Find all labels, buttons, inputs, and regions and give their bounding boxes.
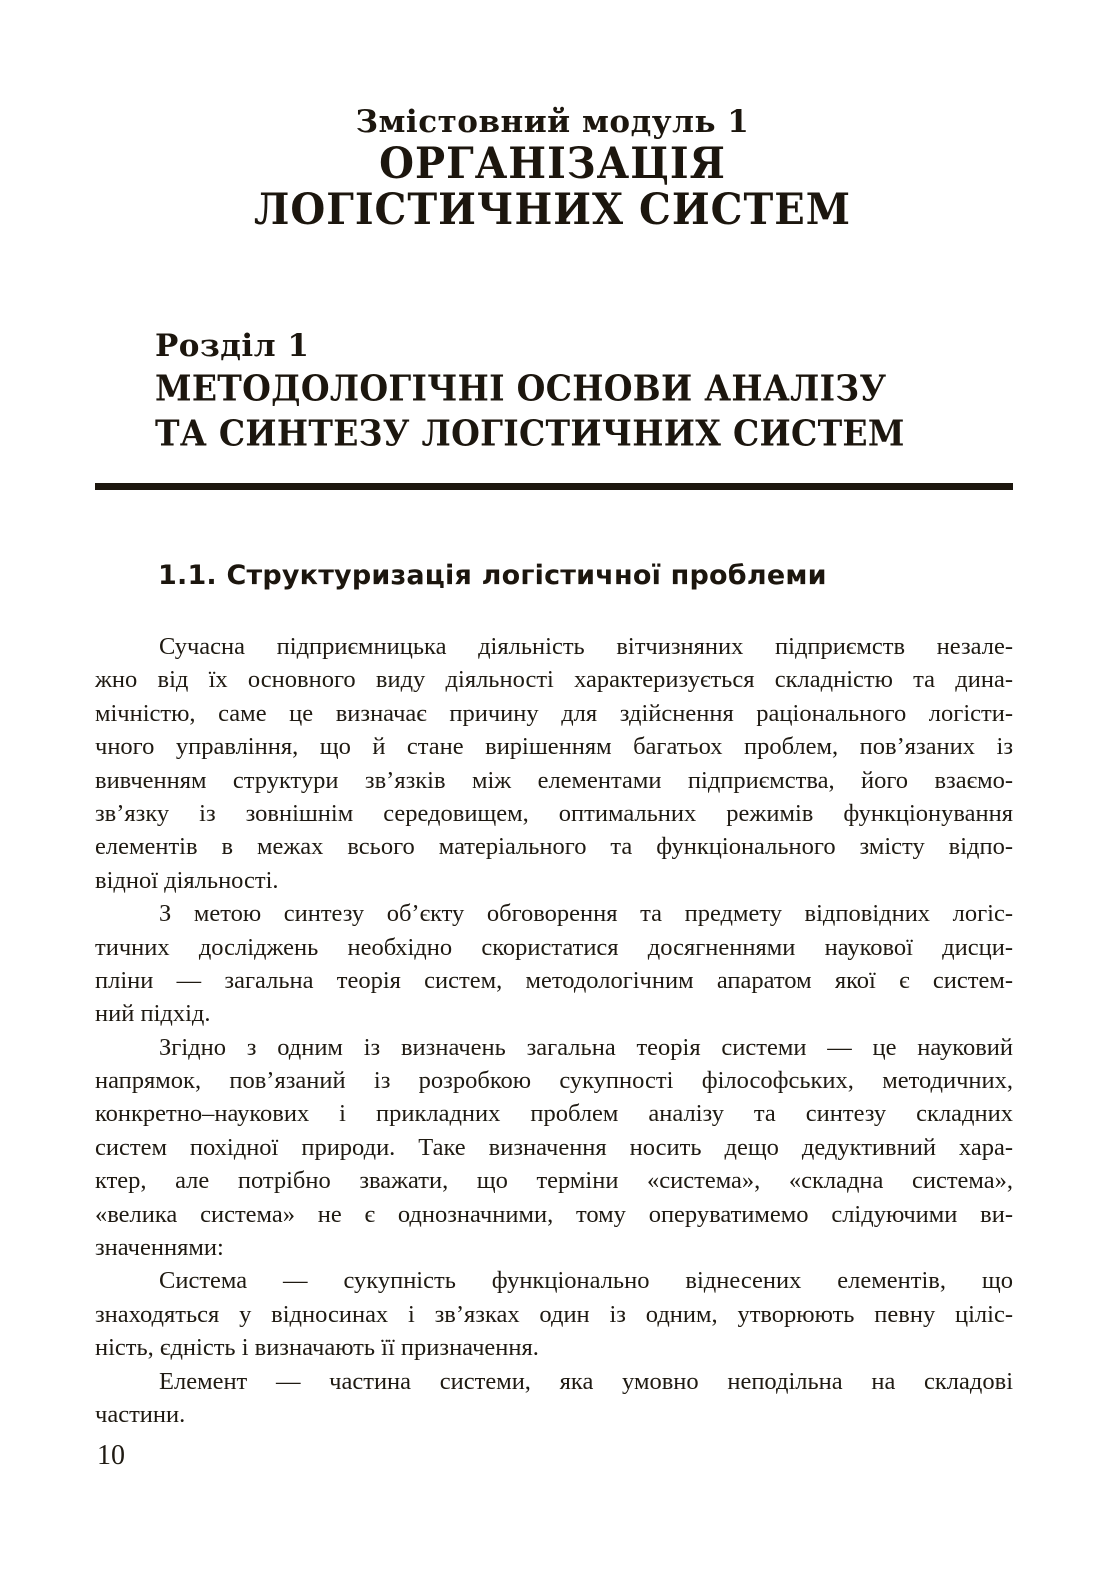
section-label: Розділ 1	[155, 328, 310, 364]
page-number: 10	[97, 1440, 125, 1471]
paragraph	[95, 1031, 1013, 1265]
body-text	[95, 630, 1013, 1431]
text-line: вивченням структури зв’язків між елементами підприємства, його взаємо-	[95, 766, 1013, 794]
module-title-line-1: ОРГАНІЗАЦІЯ	[379, 138, 726, 189]
text-line: Сучасна підприємницька діяльність вітчизняних підприємств незале-	[159, 633, 1013, 660]
section-title-line-1: МЕТОДОЛОГІЧНІ ОСНОВИ АНАЛІЗУ	[155, 367, 887, 410]
text-line: зв’язку із зовнішнім середовищем, оптимальних режимів функціонування	[95, 799, 1013, 827]
text-line: частини.	[95, 1400, 186, 1428]
text-line: напрямок, пов’язаний із розробкою сукупності філософських, методичних,	[95, 1067, 1013, 1095]
paragraph	[95, 630, 1013, 897]
subsection-heading: 1.1. Структуризація логістичної проблеми	[158, 560, 827, 591]
text-line: ність, єдність і визначають її призначення.	[95, 1334, 539, 1362]
section-title-line-2: ТА СИНТЕЗУ ЛОГІСТИЧНИХ СИСТЕМ	[155, 412, 905, 455]
text-line: Елемент — частина системи, яка умовно неподільна на складові	[159, 1367, 1013, 1395]
text-line: жно від їх основного виду діяльності характеризується складністю та дина-	[95, 666, 1013, 694]
text-line: «велика система» не є однозначними, тому оперуватимемо слідуючими ви-	[95, 1200, 1013, 1228]
text-line: елементів в межах всього матеріального та функціонального змісту відпо-	[95, 833, 1013, 861]
module-label: Змістовний модуль 1	[355, 104, 750, 140]
section-divider	[95, 483, 1013, 490]
text-line: значеннями:	[95, 1234, 224, 1262]
text-line: Система — сукупність функціонально віднесених елементів, що	[159, 1267, 1013, 1295]
text-line: тичних досліджень необхідно скористатися досягненнями наукової дисци-	[95, 933, 1013, 961]
text-line: знаходяться у відносинах і зв’язках один із одним, утворюють певну ціліс-	[95, 1300, 1013, 1328]
text-line: З метою синтезу об’єкту обговорення та предмету відповідних логіс-	[159, 900, 1013, 928]
paragraph	[95, 897, 1013, 1031]
module-title-line-2: ЛОГІСТИЧНИХ СИСТЕМ	[253, 184, 851, 235]
text-line: чного управління, що й стане вирішенням багатьох проблем, пов’язаних із	[95, 733, 1013, 761]
text-line: конкретно–наукових і прикладних проблем аналізу та синтезу складних	[95, 1100, 1013, 1128]
text-line: ний підхід.	[95, 1000, 211, 1028]
text-line: пліни — загальна теорія систем, методологічним апаратом якої є систем-	[95, 966, 1013, 994]
paragraph	[95, 1365, 1013, 1432]
text-line: мічністю, саме це визначає причину для здійснення раціонального логісти-	[95, 699, 1013, 727]
text-line: відної діяльності.	[95, 866, 279, 894]
text-line: ктер, але потрібно зважати, що терміни «система», «складна система»,	[95, 1167, 1013, 1195]
text-line: Згідно з одним із визначень загальна теорія системи — це науковий	[159, 1033, 1013, 1061]
paragraph	[95, 1264, 1013, 1364]
text-line: систем похідної природи. Таке визначення носить дещо дедуктивний хара-	[95, 1133, 1013, 1161]
